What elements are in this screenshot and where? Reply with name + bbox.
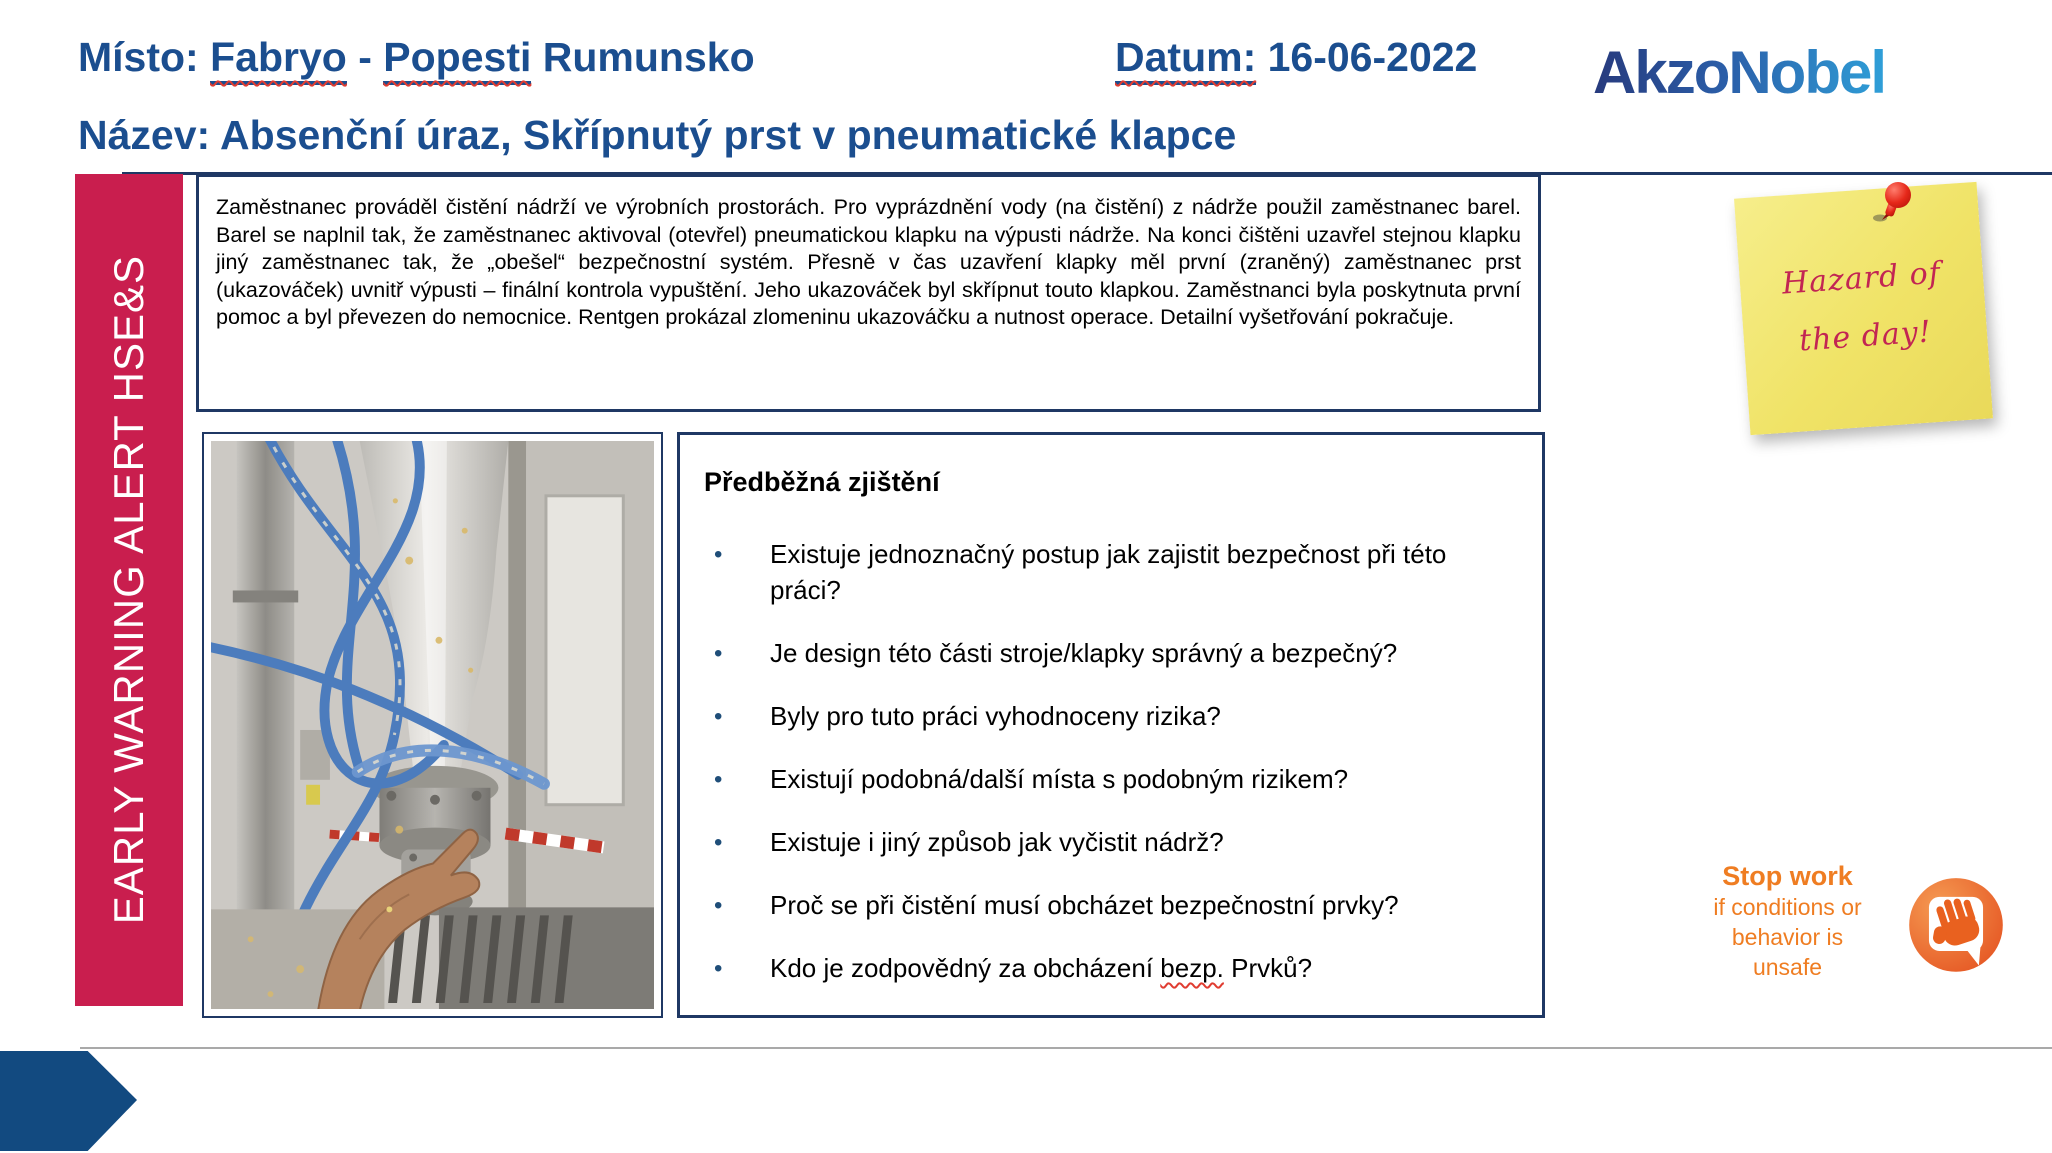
location-site: Fabryo	[210, 34, 347, 85]
page-title-location	[78, 34, 755, 81]
slide-title: Název: Absenční úraz, Skřípnutý prst v pneumatické klapce	[78, 112, 1237, 158]
finding-item: • Existuje jednoznačný postup jak zajistit bezpečnost při této práci?	[704, 536, 1518, 608]
sticky-note-line1: Hazard of	[1780, 255, 1942, 302]
early-warning-banner-text: EARLY WARNING ALERT HSE&S	[105, 255, 152, 925]
findings-panel	[677, 432, 1545, 1018]
stop-hand-icon	[1904, 874, 2008, 978]
bottom-arrow-shape	[0, 1051, 137, 1151]
finding-item: • Existuje i jiný způsob jak vyčistit nádrž?	[704, 824, 1518, 860]
finding-item: • Byly pro tuto práci vyhodnoceny rizika?	[704, 698, 1518, 734]
date-label: Datum:	[1115, 34, 1256, 85]
incident-description-panel	[196, 174, 1541, 412]
sticky-note-line2: the day!	[1798, 314, 1933, 359]
date-value: 16-06-2022	[1267, 34, 1478, 80]
space	[199, 34, 210, 80]
location-country: Rumunsko	[542, 34, 755, 80]
finding-item: • Proč se při čistění musí obcházet bezpečnostní prvky?	[704, 887, 1518, 923]
pushpin-icon	[1862, 180, 1922, 242]
incident-photo-frame	[202, 432, 663, 1018]
incident-description-text: Zaměstnanec prováděl čistění nádrží ve výrobních prostorách. Pro vyprázdnění vody (na čistění) z nádrže použil zaměstnanec barel. Barel se naplnil tak, že zaměstnanec aktivoval (otevřel) pneumatickou klapku na výpusti nádrže. Na konci čištěni uzavřel stejnou klapku jiný zaměstnanec tak, že „obešel“ bezpečnostní systém. Přesně v čas uzavření klapky měl první (zraněný) zaměstnanec prst (ukazováček) uvnitř výpusti – finální kontrola vypuštění. Jeho ukazováček byl skřípnut touto klapkou. Zaměstnanci byla poskytnuta první pomoc a byl převezen do nemocnice. Rentgen prokázal zlomeninu ukazováčku a nutnost operace. Detailní vyšetřování pokračuje.	[216, 195, 1521, 329]
findings-heading: Předběžná zjištění	[704, 467, 940, 497]
akzonobel-logo: AkzoNobel	[1593, 39, 1886, 106]
footer-divider-line	[80, 1047, 2052, 1049]
finding-item-text: Prvků?	[1223, 953, 1313, 983]
space	[531, 34, 542, 80]
sticky-note-text	[1738, 242, 1988, 375]
location-separator: -	[358, 34, 372, 80]
location-label: Místo:	[78, 34, 199, 80]
finding-item	[704, 950, 1518, 986]
findings-list	[704, 536, 1518, 986]
early-warning-banner	[75, 174, 183, 1006]
finding-item: • Je design této části stroje/klapky správný a bezpečný?	[704, 635, 1518, 671]
finding-item: • Existují podobná/další místa s podobným rizikem?	[704, 761, 1518, 797]
stop-work-line: if conditions or	[1713, 894, 1862, 920]
incident-photo	[211, 441, 654, 1009]
page-title-date	[1115, 34, 1477, 81]
stop-work-notice	[1680, 860, 1895, 982]
finding-item-text: Kdo je zodpovědný za obcházení	[770, 953, 1161, 983]
space	[372, 34, 383, 80]
space	[347, 34, 358, 80]
finding-item-misspelled: bezp.	[1160, 953, 1224, 983]
stop-work-line: unsafe	[1752, 954, 1823, 980]
space	[1256, 34, 1267, 80]
stop-work-line: behavior is	[1731, 924, 1844, 950]
stop-work-title: Stop work	[1722, 861, 1853, 891]
location-city: Popesti	[383, 34, 531, 85]
